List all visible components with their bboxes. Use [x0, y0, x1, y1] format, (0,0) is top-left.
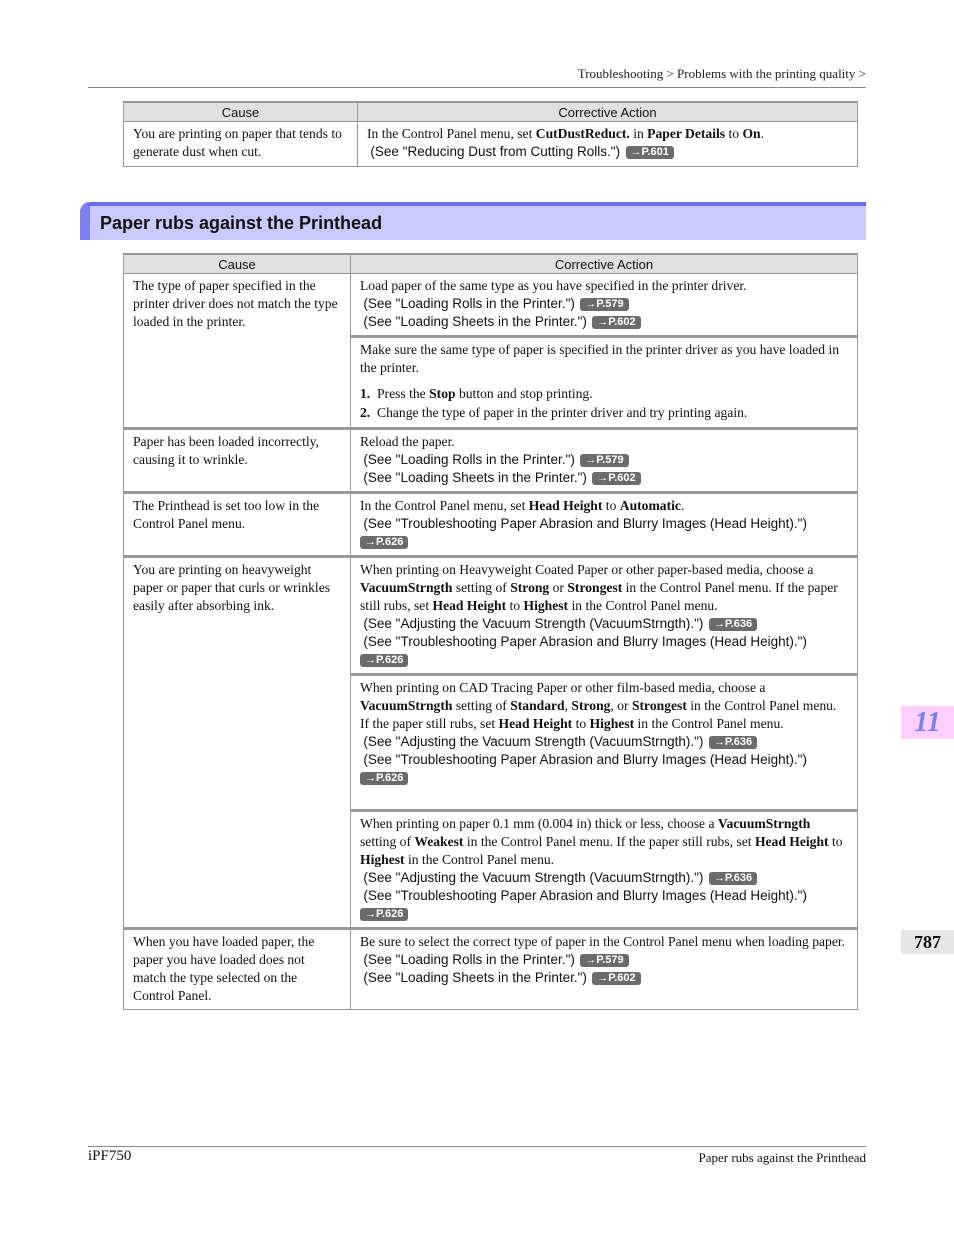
- text: or: [549, 580, 568, 595]
- table-dust: [123, 101, 858, 167]
- see-reference: (See "Troubleshooting Paper Abrasion and Blurry Images (Head Height)."): [363, 888, 807, 903]
- table-row: [124, 493, 858, 557]
- text: When printing on CAD Tracing Paper or other film-based media, choose a: [360, 680, 766, 695]
- text: in the Control Panel menu. If the paper still rubs, set: [463, 834, 755, 849]
- text: in: [629, 126, 648, 141]
- action-cell: [351, 429, 858, 493]
- setting-name: Head Height: [432, 598, 507, 613]
- setting-name: Head Height: [528, 498, 603, 513]
- text: setting of: [360, 834, 415, 849]
- page-link[interactable]: →P.601: [626, 146, 674, 159]
- action-text: Reload the paper.: [360, 434, 455, 449]
- header-rule: [88, 87, 866, 88]
- see-reference: (See "Loading Sheets in the Printer."): [363, 314, 587, 329]
- action-cell: [351, 929, 858, 1010]
- setting-name: VacuumStrngth: [360, 580, 453, 595]
- page-number: 787: [914, 932, 941, 952]
- footer-model: iPF750: [88, 1148, 132, 1164]
- action-text: Load paper of the same type as you have specified in the printer driver.: [360, 278, 747, 293]
- see-reference: (See "Troubleshooting Paper Abrasion and Blurry Images (Head Height)."): [363, 752, 807, 767]
- setting-value: Strongest: [567, 580, 623, 595]
- text: In the Control Panel menu, set: [367, 126, 536, 141]
- table-row: [124, 429, 858, 493]
- page-link[interactable]: →P.579: [580, 454, 628, 467]
- text: ,: [564, 698, 572, 713]
- table-paper-rubs: [123, 253, 858, 1010]
- text: When printing on Heavyweight Coated Paper or other paper-based media, choose a: [360, 562, 814, 577]
- action-cell: [351, 493, 858, 557]
- see-reference: (See "Loading Sheets in the Printer."): [363, 470, 587, 485]
- button-name: Stop: [429, 386, 456, 401]
- cause-cell: The Printhead is set too low in the Control Panel menu.: [124, 493, 351, 557]
- see-reference: (See "Adjusting the Vacuum Strength (VacuumStrngth)."): [363, 616, 704, 631]
- see-reference: (See "Adjusting the Vacuum Strength (VacuumStrngth)."): [363, 870, 704, 885]
- page-link[interactable]: →P.636: [709, 736, 757, 749]
- section-header: [80, 202, 866, 240]
- action-cell: [358, 122, 858, 167]
- chapter-tab[interactable]: [901, 706, 954, 739]
- setting-name: VacuumStrngth: [717, 816, 811, 831]
- text: button and stop printing.: [455, 386, 593, 401]
- text: to: [572, 716, 590, 731]
- text: .: [680, 498, 685, 513]
- menu-name: Paper Details: [647, 126, 726, 141]
- text: setting of: [452, 580, 511, 595]
- setting-value: Strong: [571, 698, 611, 713]
- page-link[interactable]: →P.626: [360, 654, 408, 667]
- setting-value: Standard: [510, 698, 565, 713]
- see-reference: (See "Loading Sheets in the Printer."): [363, 970, 587, 985]
- page-link[interactable]: →P.579: [580, 298, 628, 311]
- footer-section-title: Paper rubs against the Printhead: [698, 1150, 866, 1165]
- setting-value: Weakest: [414, 834, 464, 849]
- text: in the Control Panel menu.: [568, 598, 718, 613]
- setting-name: CutDustReduct.: [535, 126, 630, 141]
- page-link[interactable]: →P.602: [592, 316, 640, 329]
- text: in the Control Panel menu. If the paper still rubs, set: [360, 580, 838, 613]
- text: Change the type of paper in the printer driver and try printing again.: [377, 405, 748, 420]
- action-text: Be sure to select the correct type of paper in the Control Panel menu when loading paper.: [360, 934, 846, 949]
- cause-cell: Paper has been loaded incorrectly, causing it to wrinkle.: [124, 429, 351, 493]
- setting-value: Highest: [523, 598, 569, 613]
- page-link[interactable]: →P.636: [709, 618, 757, 631]
- text: in the Control Panel menu.: [634, 716, 784, 731]
- text: to: [828, 834, 843, 849]
- column-header-cause: Cause: [124, 102, 358, 122]
- see-reference: (See "Loading Rolls in the Printer."): [363, 452, 575, 467]
- page-link[interactable]: →P.636: [709, 872, 757, 885]
- column-header-action: Corrective Action: [351, 254, 858, 274]
- see-reference: (See "Loading Rolls in the Printer."): [363, 296, 575, 311]
- table-row: [124, 274, 858, 337]
- table-row: [124, 929, 858, 1010]
- see-reference: (See "Troubleshooting Paper Abrasion and Blurry Images (Head Height)."): [363, 516, 807, 531]
- setting-value: On: [742, 126, 761, 141]
- table-row: [124, 557, 858, 675]
- chapter-number: 11: [914, 707, 941, 738]
- cause-cell: The type of paper specified in the printer driver does not match the type loaded in the printer.: [124, 274, 351, 429]
- setting-value: Automatic: [619, 498, 681, 513]
- text: Press the: [377, 386, 430, 401]
- action-text: Make sure the same type of paper is specified in the printer driver as you have loaded in the printer.: [360, 342, 840, 375]
- see-reference: (See "Troubleshooting Paper Abrasion and Blurry Images (Head Height)."): [363, 634, 807, 649]
- text: to: [725, 126, 743, 141]
- setting-name: Head Height: [754, 834, 829, 849]
- text: .: [760, 126, 764, 141]
- text: in the Control Panel menu.: [404, 852, 555, 867]
- page-link[interactable]: →P.602: [592, 472, 640, 485]
- setting-value: Highest: [360, 852, 405, 867]
- list-item: [360, 403, 848, 422]
- cause-cell: You are printing on heavyweight paper or paper that curls or wrinkles easily after absorbing ink.: [124, 557, 351, 929]
- step-list: [360, 384, 848, 422]
- action-cell: [351, 557, 858, 675]
- column-header-cause: Cause: [124, 254, 351, 274]
- setting-name: Head Height: [498, 716, 573, 731]
- text: setting of: [452, 698, 511, 713]
- cause-cell: When you have loaded paper, the paper you have loaded does not match the type selected on the Control Panel.: [124, 929, 351, 1010]
- see-reference: (See "Adjusting the Vacuum Strength (VacuumStrngth)."): [363, 734, 704, 749]
- action-cell: [351, 337, 858, 429]
- cause-cell: You are printing on paper that tends to generate dust when cut.: [124, 122, 358, 167]
- text: to: [602, 498, 620, 513]
- list-item: [360, 384, 848, 403]
- breadcrumb: Troubleshooting > Problems with the printing quality >: [577, 66, 866, 81]
- page-number-tab: [901, 930, 954, 954]
- text: , or: [610, 698, 632, 713]
- page-link[interactable]: →P.602: [592, 972, 640, 985]
- page-link[interactable]: →P.626: [360, 908, 408, 921]
- action-cell: [351, 811, 858, 929]
- see-reference: (See "Reducing Dust from Cutting Rolls."): [370, 144, 621, 159]
- action-cell: [351, 274, 858, 337]
- action-cell: [351, 675, 858, 811]
- setting-value: Strongest: [631, 698, 687, 713]
- text: In the Control Panel menu, set: [360, 498, 529, 513]
- setting-name: VacuumStrngth: [360, 698, 453, 713]
- page-link[interactable]: →P.579: [580, 954, 628, 967]
- see-reference: (See "Loading Rolls in the Printer."): [363, 952, 575, 967]
- footer-rule: [88, 1146, 866, 1147]
- table-row: [124, 122, 858, 167]
- step-number: 1.: [360, 386, 371, 401]
- text: to: [506, 598, 524, 613]
- text: in the Control Panel menu. If the paper still rubs, set: [360, 698, 837, 731]
- page-link[interactable]: →P.626: [360, 536, 408, 549]
- setting-value: Highest: [589, 716, 635, 731]
- step-number: 2.: [360, 405, 371, 420]
- column-header-action: Corrective Action: [358, 102, 858, 122]
- text: When printing on paper 0.1 mm (0.004 in) thick or less, choose a: [360, 816, 718, 831]
- setting-value: Strong: [510, 580, 550, 595]
- page-link[interactable]: →P.626: [360, 772, 408, 785]
- section-title: Paper rubs against the Printhead: [100, 213, 383, 233]
